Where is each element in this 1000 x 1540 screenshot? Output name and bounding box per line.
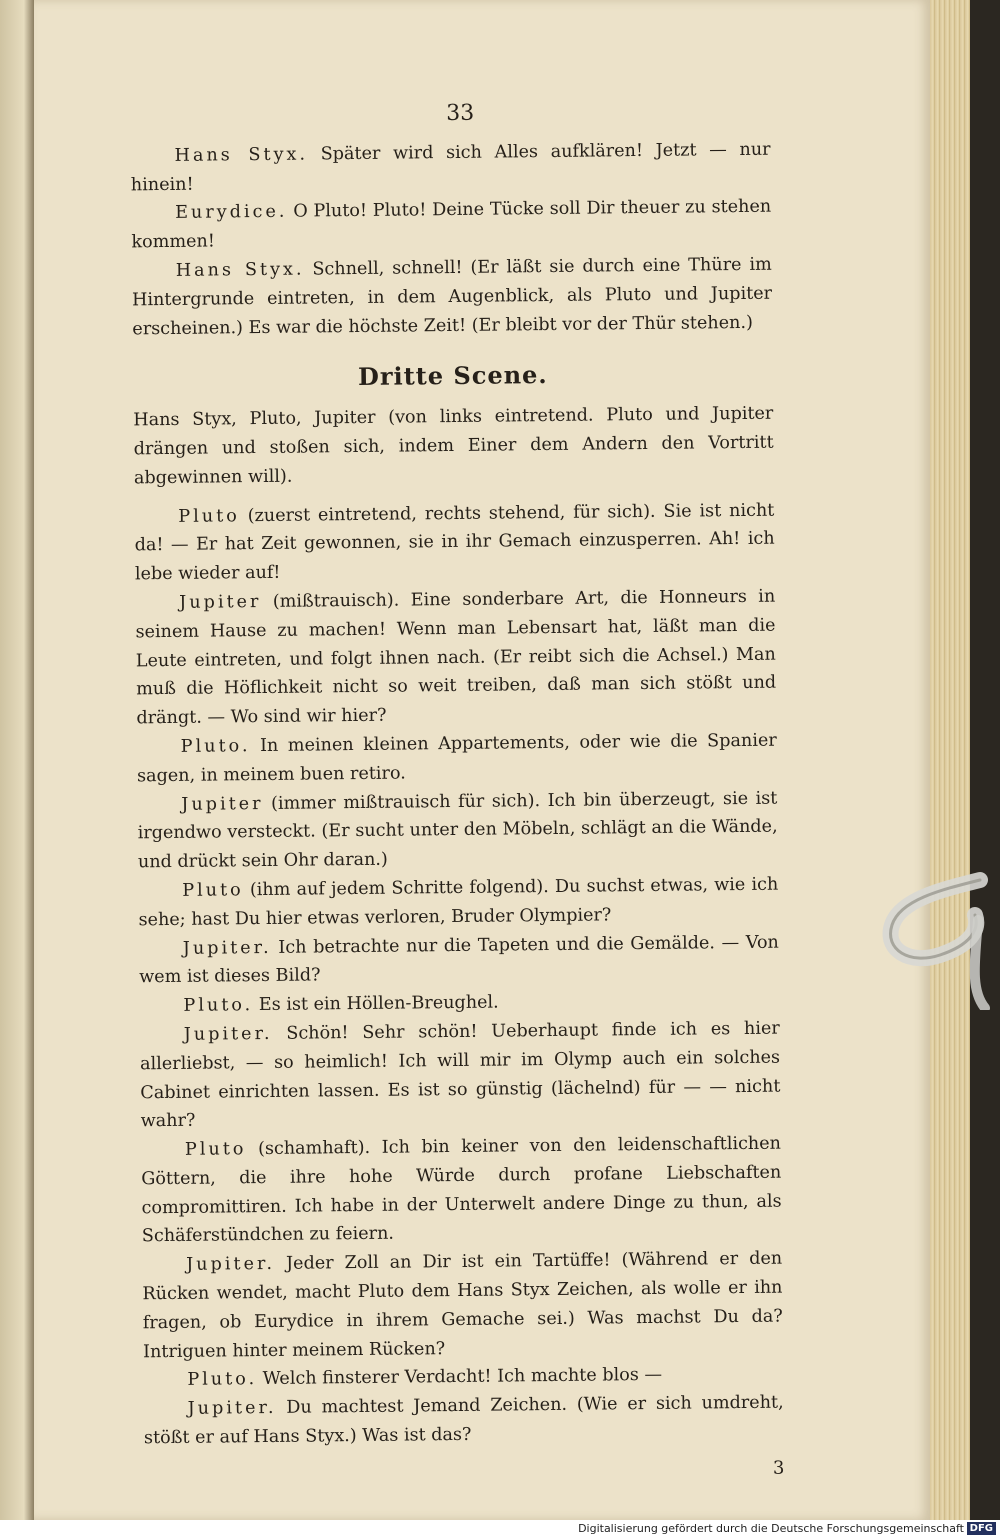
dialogue-line <box>141 1130 782 1252</box>
dialogue-line <box>140 1015 781 1137</box>
page-number: 33 <box>446 100 475 127</box>
speaker-name: Jupiter. <box>182 937 272 959</box>
footer-credit: Digitalisierung gefördert durch die Deutsche Forschungsgemeinschaft <box>578 1522 964 1535</box>
speaker-name: Hans Styx. <box>175 259 305 281</box>
speaker-name: Pluto. <box>180 736 251 757</box>
dialogue-text: Jeder Zoll an Dir ist ein Tartüffe! (Während er den Rücken wendet, macht Pluto dem Hans Styx Zeichen, als wolle er ihn fragen, ob Eurydice in ihrem Gemache sei.) Was machst Du da? Intriguen hinter meinem Rücken? <box>142 1248 783 1362</box>
dialogue-text: Du machtest Jemand Zeichen. (Wie er sich umdreht, stößt er auf Hans Styx.) Was ist das? <box>143 1392 784 1449</box>
page-edges-stack <box>930 0 970 1520</box>
dialogue-line <box>138 871 779 935</box>
speaker-name: Jupiter. <box>183 1023 273 1045</box>
dialogue-line <box>142 1245 783 1367</box>
left-page-edge <box>0 0 34 1540</box>
dialogue-text: (schamhaft). Ich bin keiner von den leidenschaftlichen Göttern, die ihre hohe Würde durch profane Liebschaften compromittiren. Ich habe in der Unterwelt andere Dinge zu thun, als Schäferstündchen zu feiern. <box>141 1133 782 1247</box>
dialogue-line <box>144 1389 785 1453</box>
speech-text: Schnell, schnell! (Er läßt sie durch eine Thüre im Hintergrunde eintreten, in dem Augenblick, als Pluto und Jupiter erscheinen.) Es war die höchste Zeit! (Er bleibt vor der Thür stehen.) <box>131 254 773 339</box>
cast-list: Hans Styx, Pluto, Jupiter (von links eintretend. Pluto und Jupiter drängen und stoßen sich, indem Einer dem Andern den Vortritt abgewinnen will). <box>133 403 774 489</box>
speaker-name: Pluto <box>184 1139 247 1160</box>
paperclip-icon <box>880 870 990 1010</box>
book-cover-edge <box>970 0 1000 1520</box>
speech-eurydice <box>131 193 772 257</box>
dialogue-text: (zuerst eintretend, rechts stehend, für sich). Sie ist nicht da! — Er hat Zeit gewonnen, sie in ihr Gemach einzusperren. Ah! ich lebe wieder auf! <box>134 500 775 585</box>
dialogue-text: Es ist ein Höllen-Breughel. <box>258 992 499 1016</box>
dialogue-text: In meinen kleinen Appartements, oder wie die Spanier sagen, in meinem buen retiro. <box>136 730 777 787</box>
speaker-name: Jupiter. <box>187 1398 277 1420</box>
dialogue-text: Ich betrachte nur die Tapeten und die Gemälde. — Von wem ist dieses Bild? <box>139 932 779 988</box>
speaker-name: Pluto. <box>183 995 254 1016</box>
speaker-name: Eurydice. <box>175 202 288 224</box>
speech-hans-styx-1 <box>130 135 771 199</box>
speaker-name: Jupiter <box>179 591 262 613</box>
dialogue-text: (immer mißtrauisch für sich). Ich bin überzeugt, sie ist irgendwo versteckt. (Er sucht unter den Möbeln, schlägt an die Wände, und drückt sein Ohr daran.) <box>137 788 778 873</box>
speaker-name: Pluto. <box>187 1369 258 1391</box>
scene-heading: Dritte Scene. <box>357 360 548 392</box>
speaker-name: Jupiter. <box>186 1254 276 1276</box>
dialogue-line <box>135 583 776 734</box>
page-text-block <box>130 97 784 1490</box>
signature-mark: 3 <box>772 1457 785 1479</box>
speech-text: Später wird sich Alles aufklären! Jetzt — nur hinein! <box>130 139 771 195</box>
speaker-name: Pluto <box>182 880 244 901</box>
speaker-name: Pluto <box>178 505 240 527</box>
dialogue-text: Welch finsterer Verdacht! Ich machte blos — <box>262 1365 663 1390</box>
speaker-name: Hans Styx. <box>174 144 309 166</box>
dfg-logo: DFG <box>967 1522 996 1535</box>
speaker-name: Jupiter <box>181 793 264 815</box>
dialogue-text: Schön! Sehr schön! Ueberhaupt finde ich es hier allerliebst, — so heimlich! Ich will mir im Olymp auch ein solches Cabinet einrichten lassen. Es ist so günstig (lächelnd) für — — nicht wahr? <box>139 1018 781 1132</box>
speech-hans-styx-2 <box>132 251 773 344</box>
dialogue-line <box>134 496 775 589</box>
dialogue-line <box>139 928 780 992</box>
dialogue-line <box>137 784 778 877</box>
speech-text: O Pluto! Pluto! Deine Tücke soll Dir theuer zu stehen kommen! <box>131 197 772 253</box>
dialogue-text: (ihm auf jedem Schritte folgend). Du suchst etwas, wie ich sehe; hast Du hier etwas verloren, Bruder Olympier? <box>138 874 779 931</box>
dialogue-text: (mißtrauisch). Eine sonderbare Art, die Honneurs in seinem Hause zu machen! Wenn man Lebensart hat, läßt man die Leute eintreten, und folgt ihnen nach. (Er reibt sich die Achsel.) Man muß die Höflichkeit nicht so weit treiben, daß man sich stößt und drängt. — Wo sind wir hier? <box>135 586 777 729</box>
dialogue-line <box>137 727 778 791</box>
